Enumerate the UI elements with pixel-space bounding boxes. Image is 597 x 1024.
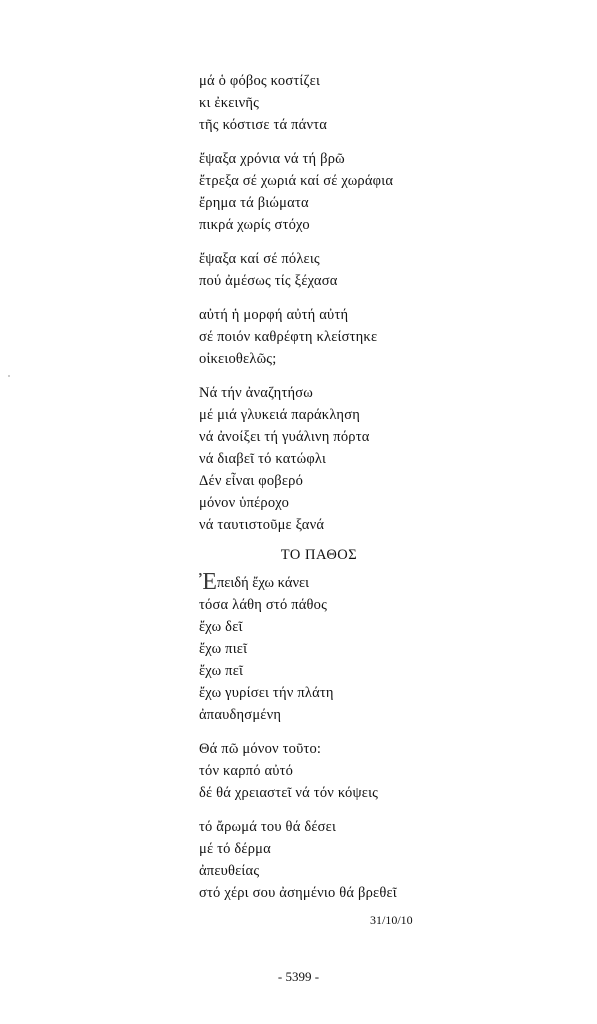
- scan-mark: [8, 375, 10, 377]
- verse-line: ἔχω γυρίσει τήν πλάτη: [199, 685, 334, 701]
- verse-line: Δέν εἶναι φοβερό: [199, 473, 304, 489]
- verse-line: ἔρημα τά βιώματα: [199, 195, 309, 211]
- poem-title: ΤΟ ΠΑΘΟΣ: [280, 547, 358, 563]
- poem-date: 31/10/10: [370, 913, 413, 927]
- poem-body: [199, 569, 499, 916]
- verse-line: τό ἄρωμά του θά δέσει: [199, 819, 337, 835]
- verse-line: ἔχω πεῖ: [199, 663, 244, 679]
- verse-line: δέ θά χρειαστεῖ νά τόν κόψεις: [199, 785, 379, 801]
- stanza: [199, 70, 499, 136]
- verse-line: τόν καρπό αὐτό: [199, 763, 294, 779]
- verse-line: Θά πῶ μόνον τοῦτο:: [199, 741, 322, 757]
- verse-line: τόσα λάθη στό πάθος: [199, 597, 328, 613]
- first-verse-line: [199, 569, 499, 595]
- verse-line: ἔχω δεῖ: [199, 619, 243, 635]
- stanza: [199, 304, 499, 370]
- verse-line: μόνον ὑπέροχο: [199, 495, 290, 511]
- verse-line: ἔχω πιεῖ: [199, 641, 248, 657]
- stanza: [199, 594, 499, 726]
- verse-line: αὐτή ἡ μορφή αὐτή αὐτή: [199, 307, 349, 323]
- verse-line: μά ὁ φόβος κοστίζει: [199, 73, 321, 89]
- verse-line: ἔψαξα χρόνια νά τή βρῶ: [199, 151, 345, 167]
- stanza: [199, 382, 499, 536]
- stanza: [199, 738, 499, 804]
- verse-line: σέ ποιόν καθρέφτη κλείστηκε: [199, 329, 378, 345]
- drop-cap: Ἐ: [199, 569, 217, 595]
- verse-line: ἀπαυδησμένη: [199, 707, 282, 723]
- verse-line: τῆς κόστισε τά πάντα: [199, 117, 328, 133]
- verse-line: πικρά χωρίς στόχο: [199, 217, 310, 233]
- verse-line: Νά τήν ἀναζητήσω: [199, 385, 314, 401]
- verse-line: μέ τό δέρμα: [199, 841, 271, 857]
- verse-line: κι ἐκεινῆς: [199, 95, 260, 111]
- verse-line: ἀπευθείας: [199, 863, 260, 879]
- verse-line: νά ταυτιστοῦμε ξανά: [199, 517, 325, 533]
- verse-line: ἔψαξα καί σέ πόλεις: [199, 251, 320, 267]
- verse-line: μέ μιά γλυκειά παράκληση: [199, 407, 361, 423]
- verse-line: νά διαβεῖ τό κατώφλι: [199, 451, 327, 467]
- stanza: [199, 148, 499, 236]
- first-line-text: πειδή ἔχω κάνει: [216, 575, 310, 591]
- poem-continuation: [199, 70, 499, 548]
- verse-line: πού ἀμέσως τίς ξέχασα: [199, 273, 338, 289]
- page-number: - 5399 -: [277, 969, 320, 984]
- verse-line: στό χέρι σου ἀσημένιο θά βρεθεῖ: [199, 885, 397, 901]
- stanza: [199, 816, 499, 904]
- verse-line: νά ἀνοίξει τή γυάλινη πόρτα: [199, 429, 370, 445]
- stanza: [199, 248, 499, 292]
- verse-line: οἰκειοθελῶς;: [199, 351, 277, 367]
- verse-line: ἔτρεξα σέ χωριά καί σέ χωράφια: [199, 173, 394, 189]
